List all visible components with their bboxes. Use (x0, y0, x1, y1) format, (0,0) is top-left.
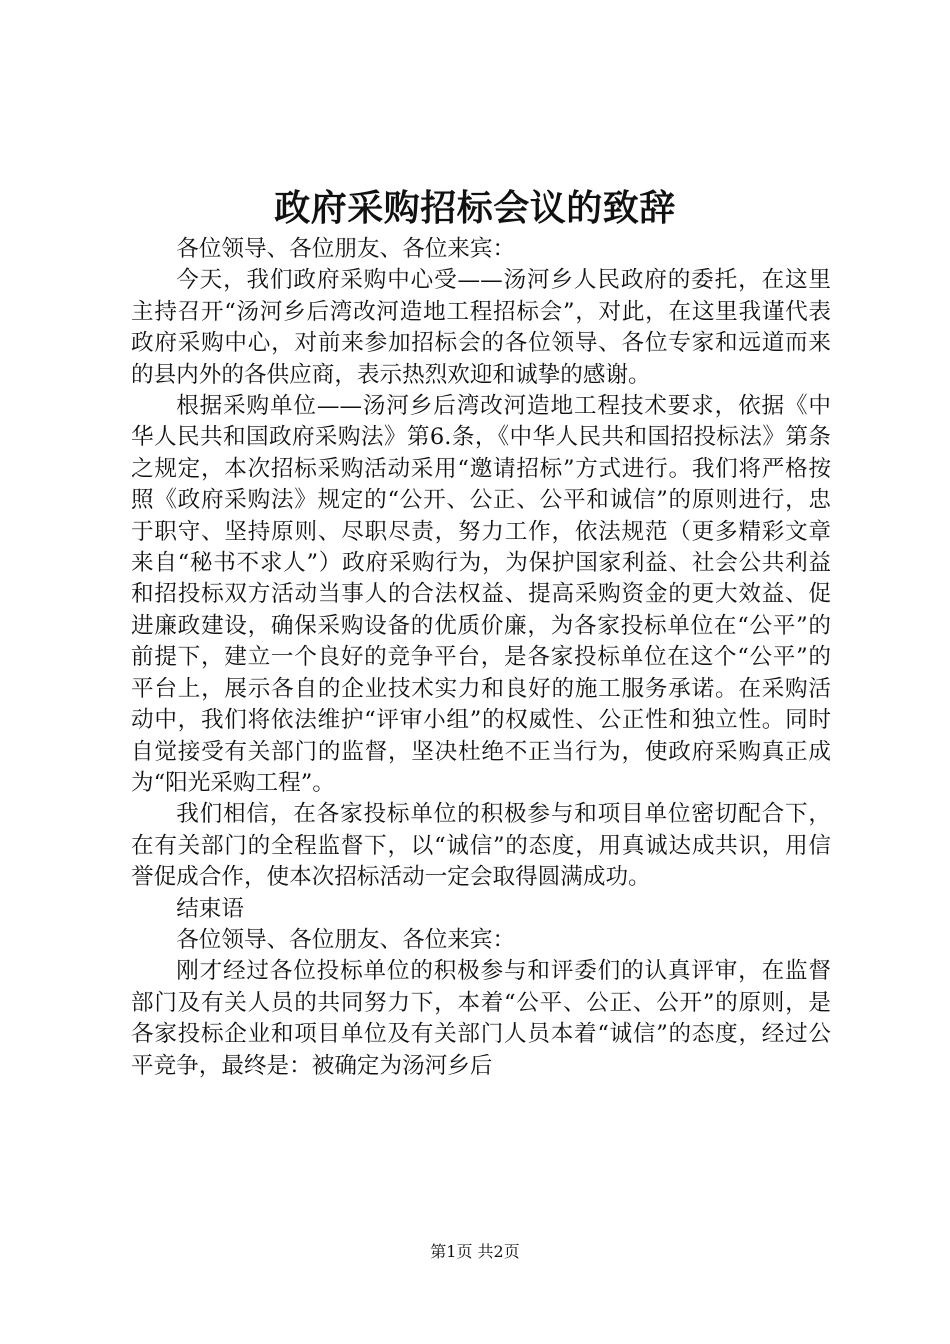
paragraph-closing-heading: 结束语 (176, 895, 244, 922)
page-footer: 第1页 共2页 (430, 1242, 520, 1261)
paragraph-welcome: 今天，我们政府采购中心受——汤河乡人民政府的委托，在这里主持召开“汤河乡后湾改河造地工程招标会”，对此，在这里我谨代表政府采购中心，对前来参加招标会的各位领导、各位专家和远道而来的县内外的各供应商，表示热烈欢迎和诚挚的感谢。 (131, 267, 831, 388)
paragraph-closing-result: 刚才经过各位投标单位的积极参与和评委们的认真评审，在监督部门及有关人员的共同努力下，本着“公平、公正、公开”的原则，是各家投标企业和项目单位及有关部门人员本着“诚信”的态度，经过公平竞争，最终是：被确定为汤河乡后 (131, 958, 831, 1079)
paragraph-closing-greeting: 各位领导、各位朋友、各位来宾： (176, 926, 516, 953)
document-title: 政府采购招标会议的致辞 (274, 187, 676, 229)
paragraph-legal-basis: 根据采购单位——汤河乡后湾改河造地工程技术要求，依据《中华人民共和国政府采购法》第6.条，《中华人民共和国招投标法》第条之规定，本次招标采购活动采用“邀请招标”方式进行。我们将严格按照《政府采购法》规定的“公开、公正、公平和诚信”的原则进行，忠于职守、坚持原则、尽职尽责，努力工作，依法规范（更多精彩文章来自“秘书不求人”）政府采购行为，为保护国家利益、社会公共利益和招投标双方活动当事人的合法权益、提高采购资金的更大效益、促进廉政建设，确保采购设备的优质价廉，为各家投标单位在“公平”的前提下，建立一个良好的竞争平台，是各家投标单位在这个“公平”的平台上，展示各自的企业技术实力和良好的施工服务承诺。在采购活动中，我们将依法维护“评审小组”的权威性、公正性和独立性。同时自觉接受有关部门的监督，坚决杜绝不正当行为，使政府采购真正成为“阳光采购工程”。 (131, 393, 831, 796)
paragraph-confidence: 我们相信，在各家投标单位的积极参与和项目单位密切配合下，在有关部门的全程监督下，以“诚信”的态度，用真诚达成共识，用信誉促成合作，使本次招标活动一定会取得圆满成功。 (131, 801, 831, 891)
document-body (131, 234, 831, 1082)
paragraph-greeting: 各位领导、各位朋友、各位来宾： (176, 236, 516, 262)
